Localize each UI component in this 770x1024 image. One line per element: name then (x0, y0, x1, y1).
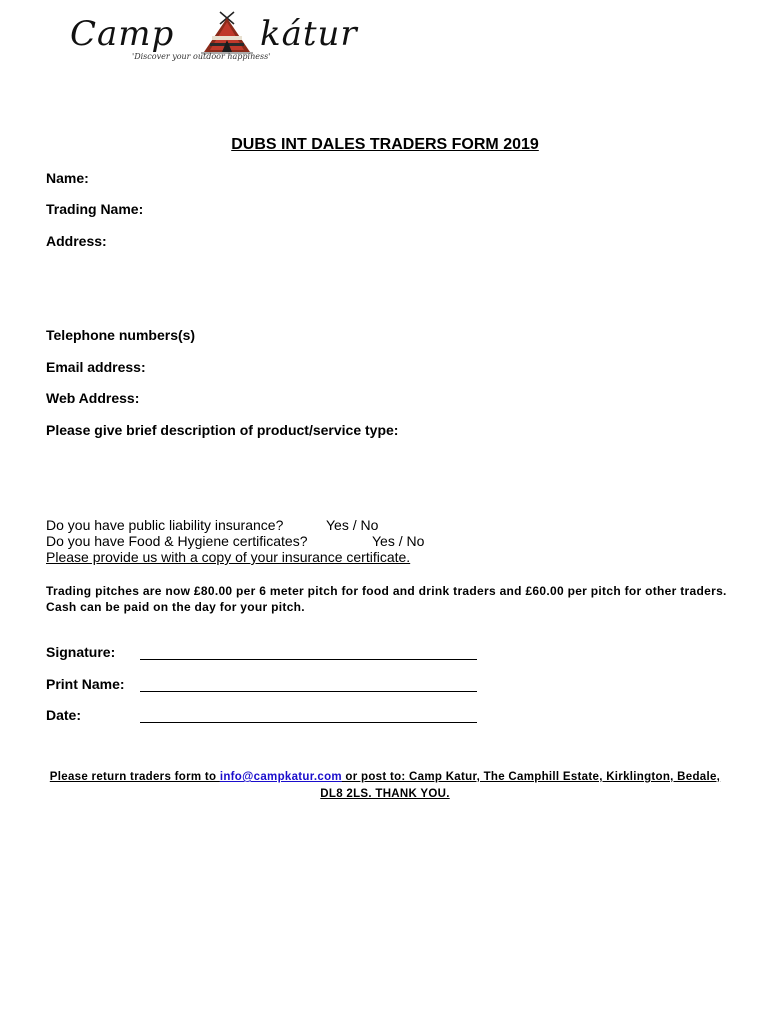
pricing-notice: Trading pitches are now £80.00 per 6 meter pitch for food and drink traders and £60.00 per pitch for other traders. Cash can be paid on the day for your pitch. (46, 584, 727, 614)
hygiene-answer: Yes / No (372, 533, 425, 549)
insurance-copy-request: Please provide us with a copy of your insurance certificate. (46, 549, 411, 565)
return-suffix: or post to: Camp Katur, The Camphill Estate, Kirklington, Bedale, DL8 2LS. THANK YOU. (320, 771, 721, 800)
return-email-link[interactable]: info@campkatur.com (219, 771, 342, 783)
date-line (140, 722, 477, 723)
logo-tagline: 'Discover your outdoor happiness' (132, 52, 271, 61)
insurance-question: Do you have public liability insurance? (46, 517, 284, 533)
return-prefix: Please return traders form to (49, 771, 220, 783)
address-label: Address: (46, 233, 107, 249)
hygiene-question-row (46, 533, 646, 549)
teepee-icon (198, 10, 256, 56)
logo-word-camp: Camp (70, 14, 175, 54)
signature-label: Signature: (46, 644, 116, 660)
description-label: Please give brief description of product/service type: (46, 422, 399, 438)
form-title: DUBS INT DALES TRADERS FORM 2019 (231, 136, 539, 153)
name-label: Name: (46, 170, 89, 186)
web-address-label: Web Address: (46, 390, 140, 406)
telephone-label: Telephone numbers(s) (46, 327, 196, 343)
print-name-line (140, 691, 477, 692)
logo (70, 8, 370, 64)
trading-name-label: Trading Name: (46, 201, 144, 217)
insurance-question-row (46, 517, 646, 533)
print-name-label: Print Name: (46, 676, 125, 692)
hygiene-question: Do you have Food & Hygiene certificates? (46, 533, 308, 549)
email-label: Email address: (46, 359, 146, 375)
insurance-answer: Yes / No (326, 517, 379, 533)
signature-line (140, 659, 477, 660)
logo-word-katur: kátur (260, 14, 358, 54)
return-instructions (40, 769, 730, 803)
date-label: Date: (46, 707, 82, 723)
